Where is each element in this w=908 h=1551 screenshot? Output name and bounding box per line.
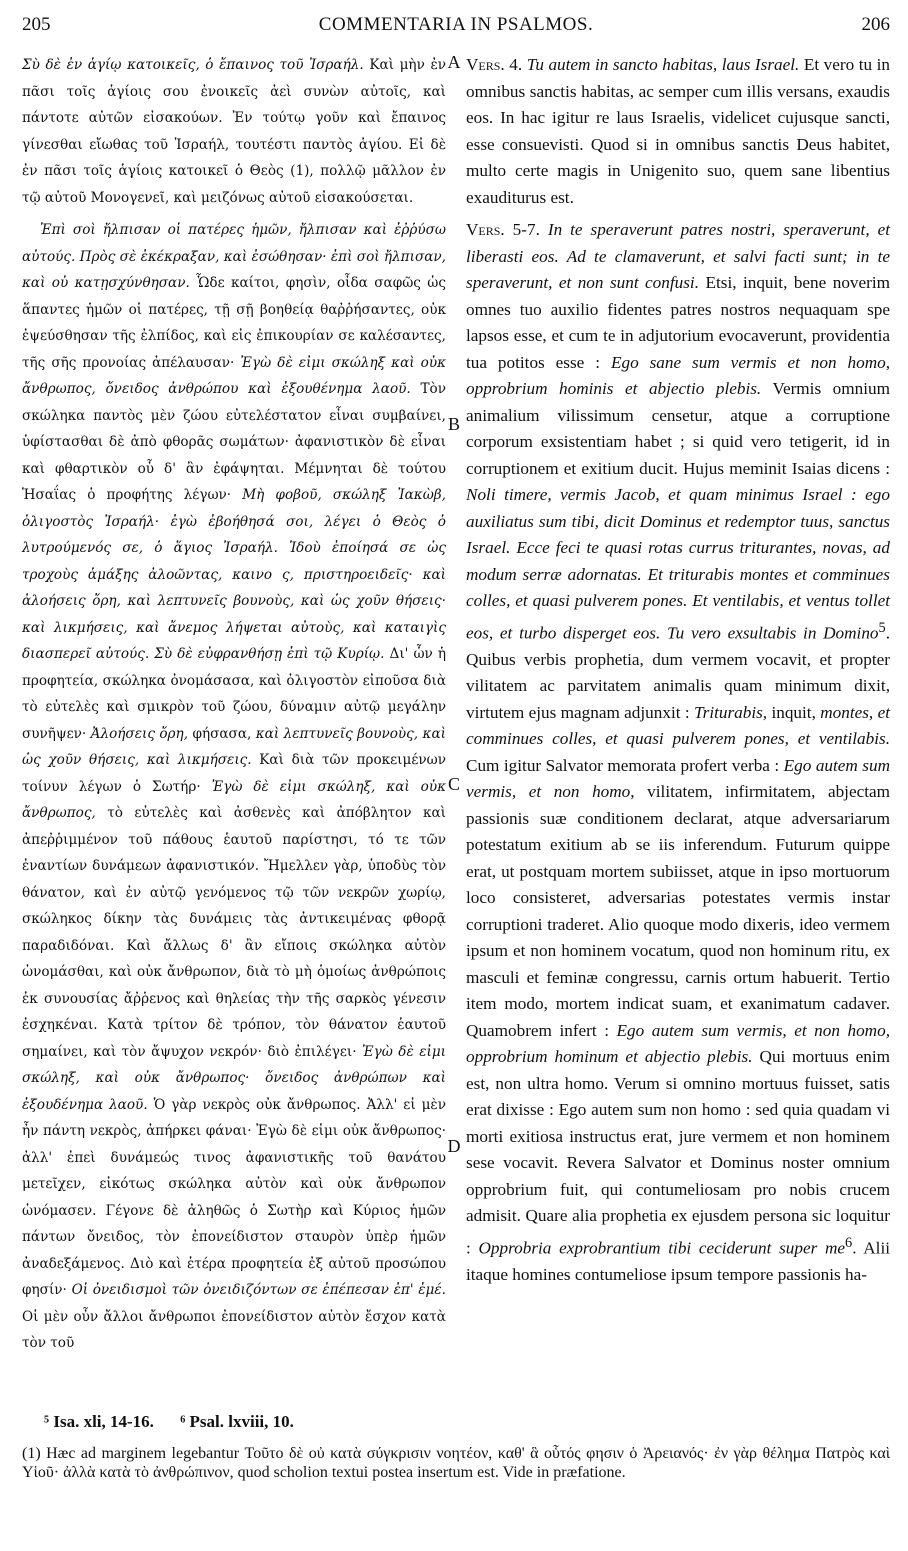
latin-quotation: Noli timere, vermis Jacob, et quam minimus Israel : ego auxiliatus sum tibi, dicit Dominus et redemptor tuus, sanctus Israel. Ecce feci te quasi rotas currus triturantes, novas, ad modum serræ adornatas. Et triturabis montes et comminues colles, et quasi pulverem pones. Et ventilabis, et ventus tollet eos, et turbo disperget eos. Tu vero exsultabis in Domino [466, 485, 890, 643]
latin-quotation: montes, et comminues colles, et quasi pulverem pones, et ventilabis. [466, 702, 890, 749]
latin-text: Etsi, inquit, bene noverim omnes tuo auxilio fidentes patres nostros nequaquam spe lapsos esse, et cum te in adjutorium evocaverunt, providentia tua potitos esse : [466, 273, 891, 372]
greek-text: Δι' ὧν ἡ προφητεία, σκώληκα ὀνομάσασα, καὶ ὀλιγοστὸν εἰποῦσα διὰ τὸ εὐτελὲς καὶ σμικρὸν τοῦ ζώου, δύναμιν αὐτῷ μεγάλην συνῆψεν· [22, 646, 446, 742]
greek-text: Ὧδε καίτοι, φησὶν, οἶδα σαφῶς ὡς ἅπαντες ἡμῶν οἱ πατέρες, τῇ σῇ βοηθείᾳ θαῤῥήσαντες, οὐκ ἐψεύσθησαν τῆς ἐλπίδος, καὶ εἰς ἐπικουρίαν σε καλέσαντες, τῆς σῆς προνοίας ἀπέλαυσαν· [22, 275, 446, 371]
greek-column [22, 52, 446, 1357]
footnote-text: quod scholion textui postea insertum est. Vide in præfatione. [237, 1464, 626, 1481]
footnote-1 [22, 1444, 890, 1482]
latin-paragraph-1 [466, 52, 890, 211]
greek-text: Ὁ γὰρ νεκρὸς οὐκ ἄνθρωπος. Ἀλλ' εἰ μὲν ἦν πάντη νεκρὸς, ἀπήρκει φάναι· Ἐγὼ δὲ εἰμι οὐκ ἄνθρωπος· ἀλλ' ἐπεὶ δυνάμεώς τινος ἀφανιστικῆς τοῦ θανάτου μετεῖχεν, εἰκότως σκώληκα αὐτὸν καὶ οὐκ ἄνθρωπον ὠνόμασεν. Γέγονε δὲ ἀληθῶς ὁ Σωτὴρ καὶ Κύριος ἡμῶν πάντων ὄνειδος, τὸν ἐπονείδιστον σταυρὸν ὑπὲρ ἡμῶν ἀναδεξάμενος. Διὸ καὶ ἑτέρα προφητεία ἐξ αὐτοῦ προσώπου φησίν· [22, 1096, 446, 1298]
footnote-greek: Τοῦτο δὲ οὐ κατὰ σύγκρισιν νοητέον, καθ' ἃ οὗτός φησιν ὁ Ἀρειανός· ἐν γὰρ θέλημα Πατρὸς καὶ Υἱοῦ· ἀλλὰ κατὰ τὸ ἀνθρώπινον, [22, 1445, 891, 1481]
margin-marker-d: D [447, 1136, 461, 1156]
page-number-right: 206 [861, 14, 890, 35]
note-reference-6: 6 [845, 1234, 853, 1251]
margin-marker-c: C [447, 774, 460, 794]
greek-text: Καὶ διὰ τῶν προκειμένων τοίνυν λέγων ὁ Σωτήρ· [22, 752, 446, 795]
scripture-references [44, 1412, 890, 1432]
latin-text: Vermis omnium animalium vilissimum censetur, atque a corruptione corporum exsistentiam habet ; si quid vero tetigerit, id in corruptionem et exitium ducit. Hujus meminit Isaias dicens : [466, 379, 890, 478]
margin-marker-a: A [447, 52, 461, 72]
greek-lemma-1: Σὺ δὲ ἐν ἁγίῳ κατοικεῖς, ὁ ἔπαινος τοῦ Ἰσραήλ. [22, 57, 364, 73]
latin-text: Qui mortuus enim est, non ultra homo. Verum si omnino mortuus fuisset, satis erat dixisse : Ego autem sum non homo : sed quia quadam vi morti exitiosa instructus erat, jure vermem et non hominem sese vocavit. Revera Salvator et Dominus noster omnium opprobrium fuit, qui contumeliosam pro nobis crucem admisit. Quare alia prophetia ex ejusdem persona sic loquitur : [466, 1047, 890, 1258]
latin-text: inquit, [771, 702, 816, 722]
notes-area [22, 1412, 890, 1482]
latin-quotation: Ego sane sum vermis et non homo, opprobrium hominis et abjectio plebis. [466, 352, 891, 398]
greek-quotation: Ἐγὼ δὲ εἰμι σκώληξ, καὶ οὐκ ἄνθρωπος, [22, 778, 447, 821]
latin-text: Alii itaque homines contumeliose ipsum tempore passionis ha- [466, 1238, 891, 1284]
latin-text: Quibus verbis prophetia, dum vermem vocavit, et propter vilitatem ac parvitatem animalis quam minimum dixit, virtutem ejus magnam adjunxit : [466, 649, 890, 722]
note-reference-5: 5 [878, 619, 886, 636]
latin-lemma-2: In te speraverunt patres nostri, speraverunt, et liberasti eos. Ad te clamaverunt, et salvi facti sunt; in te speraverunt, et non sunt confusi. [466, 220, 890, 292]
greek-paragraph-2 [22, 217, 446, 1357]
greek-quotation: Οἱ ὀνειδισμοὶ τῶν ὀνειδιζόντων σε ἐπέπεσαν ἐπ' ἐμέ. [71, 1282, 446, 1298]
greek-text: Οἱ μὲν οὖν ἄλλοι ἄνθρωποι ἐπονείδιστον αὐτὸν ἔσχον κατὰ τὸν τοῦ [22, 1308, 446, 1351]
greek-text: τὸ εὐτελὲς καὶ ἀσθενὲς καὶ ἀπόβλητον καὶ ἀπεῤῥιμμένον τοῦ πάθους ἑαυτοῦ παρίστησι, τό τε τῶν ἐναντίων δυνάμεων ἀφανιστικόν. Ἤμελλεν γὰρ, ὑποδὺς τὸν θάνατον, καὶ ἐν αὐτῷ γενόμενος τῷ τῶν νεκρῶν χωρίῳ, σκώληκος δίκην τὰς δυνάμεις τὰς ἀντικειμένας φθορᾷ παραδιδόναι. Καὶ ἄλλως δ' ἂν εἴποις σκώληκα αὐτὸν ὠνομάσθαι, καὶ οὐκ ἄνθρωπον, διὰ τὸ μὴ ὁμοίως ἀνθρώποις ἐκ συνουσίας ἄῤῥενος καὶ θηλείας τὴν τῆς σαρκὸς γένεσιν ἐσχηκέναι. Κατὰ τρίτον δὲ τρόπον, τὸν θάνατον ἑαυτοῦ σημαίνει, καὶ τὸν ἄψυχον νεκρόν· διὸ ἐπιλέγει· [22, 805, 446, 1060]
latin-text: vilitatem, infirmitatem, abjectam passionis suæ conditionem declarat, atque adversariarum potestatum exitium ab se iis inferendum. Futurum quippe erat, ut postquam mortem subiisset, atque in ipso mortuorum loco consisteret, adversarias potestates vermis instar corruptioni traderet. Alio quoque modo dixeris, ideo vermem ipsum et non hominem vocatum, quod non hominum ritu, ex masculi et feminæ congressu, carnis ortum habuerit. Tertio item modo, mortem indicat suam, et exanimatum cadaver. Quamobrem infert : [466, 782, 890, 1040]
margin-marker-b: B [447, 414, 460, 434]
greek-text: Τὸν σκώληκα παντὸς μὲν ζώου εὐτελέστατον εἶναι συμβαίνει, ὑφίστασθαι δὲ ἀπὸ φθορᾶς σωμάτων· ἀφανιστικὸν δὲ εἶναι καὶ φθαρτικὸν οὗ δ' ἂν ἐφάψηται. Μέμνηται δὲ τούτου Ἡσαΐας ὁ προφήτης λέγων· [22, 381, 446, 503]
reference-psalm: ⁶ Psal. lxviii, 10. [180, 1412, 294, 1431]
running-title: COMMENTARIA IN PSALMOS. [318, 14, 594, 35]
latin-paragraph-2: Vers. 5-7. In te speraverunt patres nostri, speraverunt, et liberasti eos. Ad te clamaverunt, et salvi facti sunt; in te speraverunt, et non sunt confusi. Etsi, inquit, bene noverim omnes tuo auxilio fidentes patres nostros nequaquam spe lapsos esse, et cum te in adjutorium evocaverunt, providentia tua potitos esse : Ego sane sum vermis et non homo, opprobrium hominis et abjectio plebis. Vermis omnium animalium vilissimum censetur, atque a corruptione corporum exsistentiam habet ; si quid vero tetigerit, id in corruptionem et exitium ducit. Hujus meminit Isaias dicens : Noli timere, vermis Jacob, et quam minimus Israel : ego auxiliatus sum tibi, dicit Dominus et redemptor tuus, sanctus Israel. Ecce feci te quasi rotas currus triturantes, novas, ad modum serræ adornatas. Et triturabis montes et comminues colles, et quasi pulverem pones. Et ventilabis, et ventus tollet eos, et turbo disperget eos. Tu vero exsultabis in Domino$^5$. Quibus verbis prophetia, dum vermem vocavit, et propter vilitatem ac parvitatem animalis quam minimum dixit, virtutem ejus magnam adjunxit : Triturabis, inquit, montes, et comminues colles, et quasi pulverem pones, et ventilabis. Cum igitur Salvator memorata profert verba : Ego autem sum vermis, et non homo, vilitatem, infirmitatem, abjectam passionis suæ conditionem declarat, atque adversariarum potestatum exitium ab se iis inferendum. Futurum quippe erat, ut postquam mortem subiisset, atque in ipso mortuorum loco consisteret, adversarias potestates vermis instar corruptioni traderet. Alio quoque modo dixeris, ideo vermem ipsum et non hominem vocatum, quod non hominum ritu, ex masculi et feminæ congressu, carnis ortum habuerit. Tertio item modo, mortem indicat suam, et exanimatum cadaver. Quamobrem infert : Ego autem sum vermis, et non homo, opprobrium hominum et abjectio plebis. Qui mortuus enim est, non ultra homo. Verum si omnino mortuus fuisset, satis erat dixisse : Ego autem sum non homo : sed quia quadam vi morti exitiosa instructus erat, jure vermem et non hominem sese vocavit. Revera Salvator et Dominus noster omnium opprobrium fuit, qui contumeliosam pro nobis crucem admisit. Quare alia prophetia ex ejusdem persona sic loquitur : Opprobria exprobrantium tibi ceciderunt super $me^6$. Alii itaque homines contumeliose ipsum tempore passionis ha- [466, 220, 891, 1284]
greek-quotation: Μὴ φοβοῦ, σκώληξ Ἰακὼβ, ὀλιγοστὸς Ἰσραήλ· ἐγὼ ἐβοήθησά σοι, λέγει ὁ Θεὸς ὁ λυτρούμενός σε, ὁ ἅγιος Ἰσραήλ. Ἰδοὺ ἐποίησά σε ὡς τροχοὺς ἁμάξης ἀλοῶντας, καινο ς, πριστηροειδεῖς· καὶ ἀλοήσεις ὄρη, καὶ λεπτυνεῖς βουνοὺς, καὶ ὡς χοῦν θήσεις· καὶ λικμήσεις, καὶ ἄνεμος λήψεται αὐτοὺς, καὶ καταιγὶς διασπερεῖ αὐτούς. Σὺ δὲ εὐφρανθήσῃ ἐπὶ τῷ Κυρίῳ. [22, 487, 446, 662]
greek-quotation: καὶ λεπτυνεῖς βουνοὺς, καὶ ὡς χοῦν θήσεις, καὶ λικμήσεις. [22, 725, 446, 768]
latin-column [466, 52, 890, 1288]
latin-quotation: Triturabis, [694, 702, 768, 722]
latin-text: Cum igitur Salvator memorata profert verba : [466, 755, 780, 775]
verse-label: Vers. 5-7. [466, 220, 540, 239]
reference-isaiah: ⁵ Isa. xli, 14-16. [44, 1412, 154, 1431]
greek-text: Καὶ μὴν ἐν πᾶσι τοῖς ἁγίοις σου ἐνοικεῖς ἀεὶ συνὼν αὐτοῖς, καὶ πάντοτε αὐτῶν εἰσακούων. Ἐν τούτῳ γοῦν καὶ ἔπαινος γίνεσθαι εἴωθας τοῦ Ἰσραήλ, τουτέστι παντὸς ἁγίου. Εἰ δὲ ἐν πᾶσι τοῖς ἁγίοις κατοικεῖ ὁ Θεὸς (1), πολλῷ μᾶλλον ἐν τῷ αὐτοῦ Μονογενεῖ, καὶ μειζόνως αὐτοῦ εἰσακούσεται. [22, 57, 447, 206]
greek-quotation: Ἐγὼ δὲ εἰμι σκώληξ καὶ οὐκ ἄνθρωπος, ὄνειδος ἀνθρώπου καὶ ἐξουθένημα λαοῦ. [22, 354, 446, 397]
footnote-text: (1) Hæc ad marginem legebantur [22, 1445, 240, 1462]
greek-lemma-2: Ἐπὶ σοὶ ἤλπισαν οἱ πατέρες ἡμῶν, ἤλπισαν καὶ ἐῤῥύσω αὐτούς. Πρὸς σὲ ἐκέκραξαν, καὶ ἐσώθησαν· ἐπὶ σοὶ ἤλπισαν, καὶ οὐ κατῃσχύνθησαν. [22, 222, 446, 291]
latin-quotation: Ego autem sum vermis, et non homo, opprobrium hominum et abjectio plebis. [466, 1020, 890, 1067]
page-number-left: 205 [22, 14, 51, 35]
latin-text: Et vero tu in omnibus sanctis habitas, ac semper cum illis versans, exaudis eos. In hac igitur re laus Israelis, videlicet cujusque sancti, esse consuevisti. Quod si in omnibus sanctis Deus habitet, multo certe magis in Unigenito suo, quem sane libentius exauditurus est. [466, 55, 891, 207]
greek-text: φήσασα, [192, 725, 252, 742]
greek-paragraph-1 [22, 52, 446, 211]
greek-quotation: Ἀλοήσεις ὄρη, [90, 725, 189, 742]
verse-label: Vers. 4. [466, 55, 523, 74]
latin-quotation: Ego autem sum vermis, et non homo, [466, 755, 890, 802]
latin-quotation: Opprobria exprobrantium tibi ceciderunt super me [478, 1238, 846, 1258]
greek-quotation: Ἐγὼ δὲ εἰμι σκώληξ, καὶ οὐκ ἄνθρωπος· ὄνειδος ἀνθρώπων καὶ ἐξουδένημα λαοῦ. [22, 1043, 447, 1113]
latin-lemma-1: Tu autem in sancto habitas, laus Israel. [526, 55, 800, 74]
running-header [22, 14, 890, 40]
